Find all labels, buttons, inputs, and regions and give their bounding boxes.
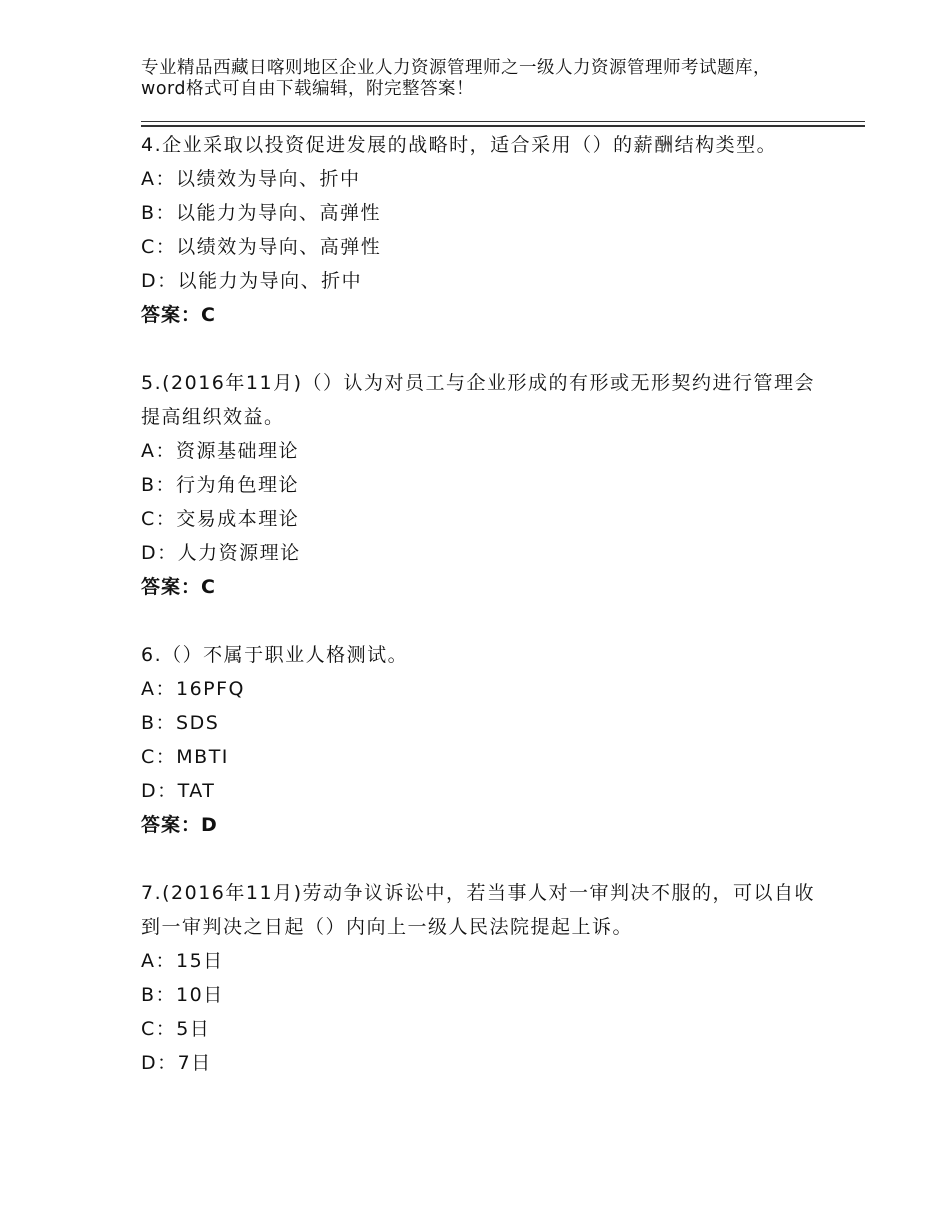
question-7	[141, 876, 821, 1080]
option-c: C：以绩效为导向、高弹性	[141, 236, 382, 258]
option-c: C：交易成本理论	[141, 508, 300, 530]
option-c: C：5日	[141, 1018, 211, 1040]
question-list	[141, 128, 821, 1080]
document-header	[141, 58, 781, 100]
option-a: A：以绩效为导向、折中	[141, 168, 361, 190]
option-d: D：人力资源理论	[141, 542, 301, 564]
option-a: A：15日	[141, 950, 224, 972]
option-a: A：资源基础理论	[141, 440, 299, 462]
answer-label: 答案：C	[141, 576, 216, 598]
question-spacer	[141, 332, 821, 366]
header-divider-thick	[141, 125, 865, 127]
option-d: D：TAT	[141, 780, 216, 802]
answer-label: 答案：C	[141, 304, 216, 326]
option-b: B：行为角色理论	[141, 474, 300, 496]
question-6	[141, 638, 821, 842]
question-spacer	[141, 604, 821, 638]
option-a: A：16PFQ	[141, 678, 246, 700]
question-stem: 4.企业采取以投资促进发展的战略时，适合采用（）的薪酬结构类型。	[141, 134, 778, 156]
option-d: D：以能力为导向、折中	[141, 270, 363, 292]
option-b: B：SDS	[141, 712, 220, 734]
header-divider-thin	[141, 121, 865, 122]
answer-label: 答案：D	[141, 814, 218, 836]
question-4	[141, 128, 821, 332]
option-b: B：10日	[141, 984, 224, 1006]
question-stem: 7.(2016年11月)劳动争议诉讼中，若当事人对一审判决不服的，可以自收到一审判决之日起（）内向上一级人民法院提起上诉。	[141, 882, 815, 938]
option-b: B：以能力为导向、高弹性	[141, 202, 382, 224]
question-spacer	[141, 842, 821, 876]
question-5	[141, 366, 821, 604]
option-c: C：MBTI	[141, 746, 229, 768]
option-d: D：7日	[141, 1052, 212, 1074]
question-stem: 6.（）不属于职业人格测试。	[141, 644, 409, 666]
question-stem: 5.(2016年11月)（）认为对员工与企业形成的有形或无形契约进行管理会提高组织效益。	[141, 372, 815, 428]
document-title: 专业精品西藏日喀则地区企业人力资源管理师之一级人力资源管理师考试题库，word格式可自由下载编辑，附完整答案！	[141, 58, 771, 99]
